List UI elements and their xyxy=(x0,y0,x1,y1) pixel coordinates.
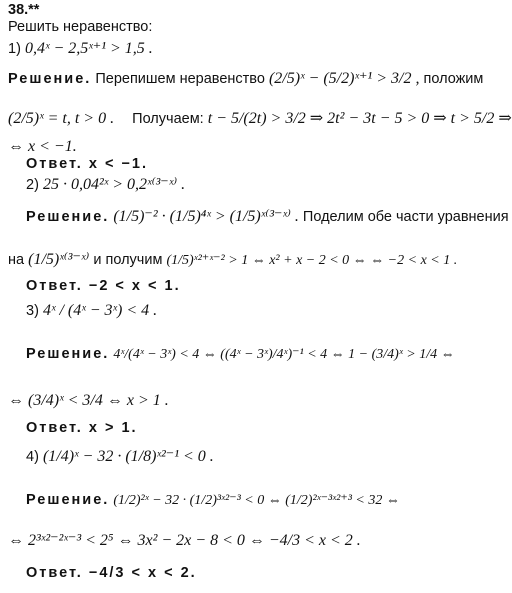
p1-cont xyxy=(8,138,77,156)
p1-solution-expr: (2/5)ˣ − (5/2)ˣ⁺¹ > 3/2 , xyxy=(268,70,420,87)
p2-solution-expr: (1/5)⁻² · (1/5)⁴ˣ > (1/5)ˣ⁽³⁻ˣ⁾ . xyxy=(113,208,299,225)
p4-answer-text: Ответ. −4/3 < x < 2. xyxy=(26,565,197,581)
p3-statement: 4ˣ / (4ˣ − 3ˣ) < 4 . xyxy=(42,302,158,319)
p4-answer xyxy=(26,565,197,581)
p4-statement: (1/4)ˣ − 32 · (1/8)ˣ²⁻¹ < 0 . xyxy=(42,448,214,465)
p4-label: 4) xyxy=(26,449,39,465)
p4-solution-expr: (1/2)²ˣ − 32 · (1/2)³ˣ²⁻³ < 0 ⇔ (1/2)²ˣ⁻³ˣ²⁺³ < 32 ⇔ xyxy=(113,493,400,508)
p2-solution-text: Поделим обе части уравнения xyxy=(302,209,509,225)
p3-answer-text: Ответ. x > 1. xyxy=(26,420,138,436)
p1-sub-line xyxy=(8,108,512,128)
p1-answer xyxy=(26,156,148,172)
p1-get-word: Получаем: xyxy=(132,111,204,127)
p2-answer xyxy=(26,278,181,294)
p1-sub-expr: (2/5)ˣ = t, t > 0 . xyxy=(8,110,115,127)
task-title: Решить неравенство: xyxy=(8,19,153,35)
p3-label: 3) xyxy=(26,303,39,319)
p2-answer-text: Ответ. −2 < x < 1. xyxy=(26,278,181,294)
p2-line2-expr2: (1/5)ˣ²⁺ˣ⁻² > 1 ⇔ x² + x − 2 < 0 ⇔ ⇔ −2 < x < 1 . xyxy=(166,253,458,268)
p3-solution-word: Решение. xyxy=(26,346,110,362)
p3-solution-line xyxy=(26,346,455,363)
p1-chain: t − 5/(2t) > 3/2 ⇒ 2t² − 3t − 5 > 0 ⇒ t > 5/2 ⇒ xyxy=(207,110,512,127)
p1-answer-text: Ответ. x < −1. xyxy=(26,156,149,172)
p1-cont-text: ⇔ x < −1. xyxy=(8,138,77,155)
problem-number: 38.** xyxy=(8,2,40,18)
p4-cont-text: ⇔ 2³ˣ²⁻²ˣ⁻³ < 2⁵ ⇔ 3x² − 2x − 8 < 0 ⇔ −4/3 < x < 2 . xyxy=(8,532,361,549)
p2-line2-expr1: (1/5)ˣ⁽³⁻ˣ⁾ xyxy=(28,251,90,268)
p1-label: 1) xyxy=(8,41,21,57)
p3-solution-expr: 4ˣ/(4ˣ − 3ˣ) < 4 ⇔ ((4ˣ − 3ˣ)/4ˣ)⁻¹ < 4 ⇔ 1 − (3/4)ˣ > 1/4 ⇔ xyxy=(113,347,455,362)
p4-solution-word: Решение. xyxy=(26,492,110,508)
p3-cont xyxy=(8,392,169,410)
p2-statement-line xyxy=(26,174,185,194)
p1-solution-word: Решение. xyxy=(8,71,92,87)
p2-label: 2) xyxy=(26,177,39,193)
p1-statement: 0,4ˣ − 2,5ˣ⁺¹ > 1,5 . xyxy=(24,40,153,57)
p1-statement-line xyxy=(8,38,153,58)
p2-line2-start: на xyxy=(8,252,25,268)
p2-solution-line xyxy=(26,206,509,226)
p1-solution-line xyxy=(8,68,483,88)
p4-solution-line xyxy=(26,492,400,509)
p1-solution-text: Перепишем неравенство xyxy=(95,71,265,87)
p4-cont xyxy=(8,530,361,550)
p2-line2-mid: и получим xyxy=(93,252,163,268)
p2-statement: 25 · 0,04²ˣ > 0,2ˣ⁽³⁻ˣ⁾ . xyxy=(42,176,186,193)
p4-statement-line xyxy=(26,446,214,466)
p2-solution-word: Решение. xyxy=(26,209,110,225)
p1-put-word: положим xyxy=(423,71,484,87)
p3-statement-line xyxy=(26,302,157,320)
p3-answer xyxy=(26,420,138,436)
p3-cont-text: ⇔ (3/4)ˣ < 3/4 ⇔ x > 1 . xyxy=(8,392,169,409)
p2-line2 xyxy=(8,249,457,269)
